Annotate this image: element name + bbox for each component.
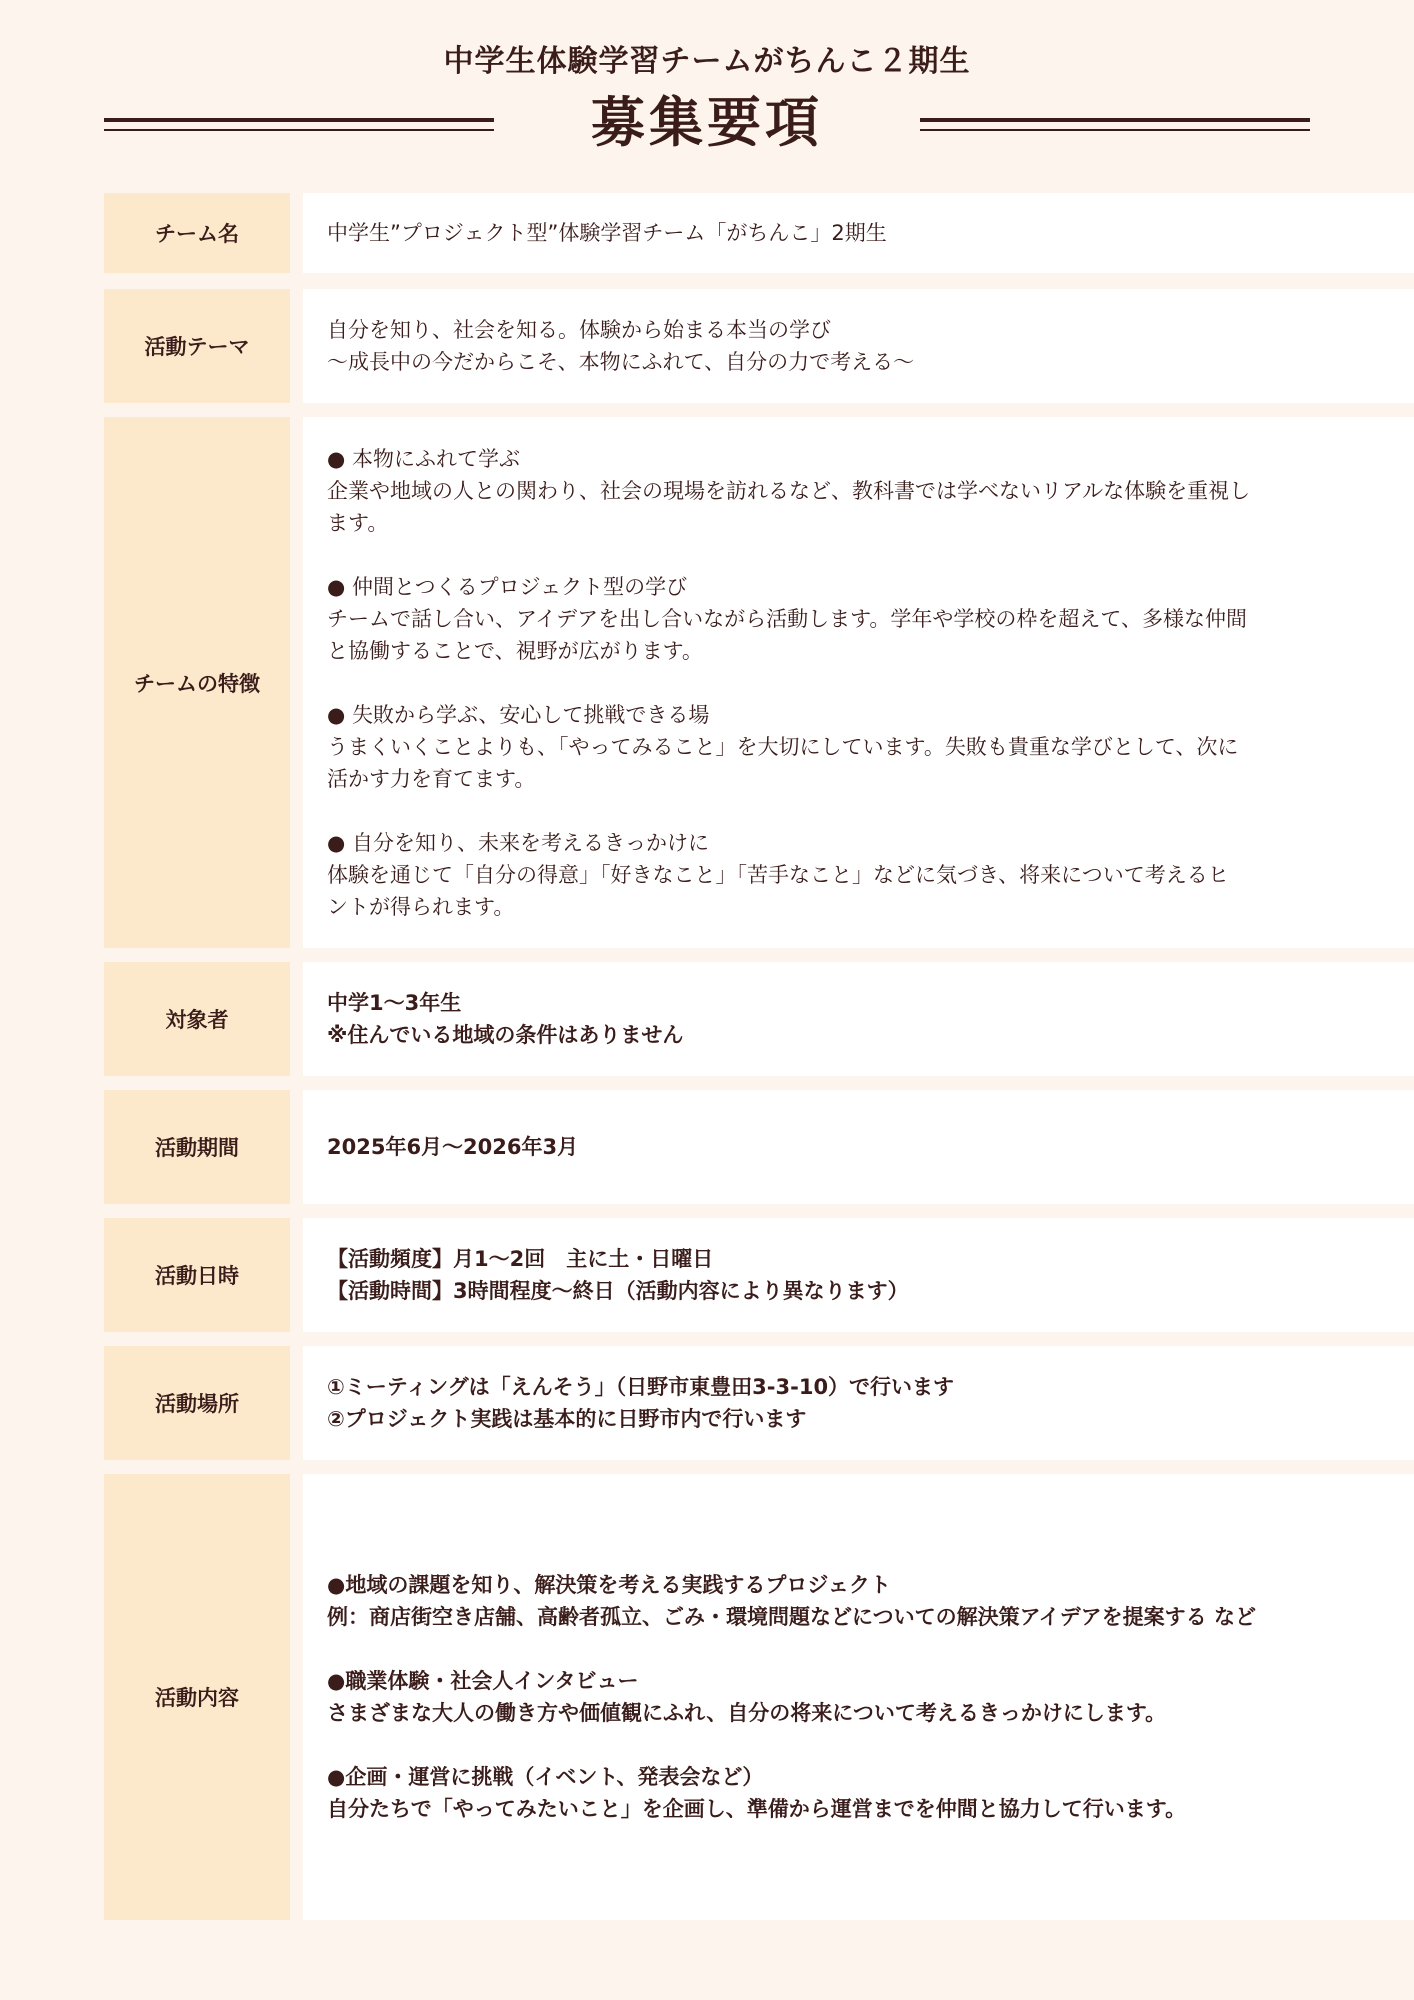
row-label: チームの特徴	[104, 417, 290, 948]
value-line	[327, 1729, 1380, 1761]
value-line: さまざまな大人の働き方や価値観にふれ、自分の将来について考えるきっかけにします。	[327, 1701, 1167, 1725]
value-line: ●企画・運営に挑戦（イベント、発表会など）	[327, 1765, 764, 1789]
value-line	[327, 667, 1380, 699]
row-location	[104, 1346, 1414, 1460]
page-subtitle: 中学生体験学習チームがちんこ２期生	[443, 44, 971, 79]
value-line: ②プロジェクト実践は基本的に日野市内で行います	[327, 1407, 807, 1431]
value-line: と協働することで、視野が広がります。	[327, 638, 703, 663]
row-period	[104, 1090, 1414, 1204]
row-label: チーム名	[104, 193, 290, 273]
row-label: 活動場所	[104, 1346, 290, 1460]
row-features	[104, 417, 1414, 948]
page-title: 募集要項	[591, 91, 823, 154]
value-line: 中学1〜3年生	[327, 991, 462, 1015]
value-line: 【活動時間】3時間程度〜終日（活動内容により異なります）	[327, 1279, 909, 1303]
value-line	[327, 1633, 1380, 1665]
row-label: 対象者	[104, 962, 290, 1076]
value-line: ● 本物にふれて学ぶ	[327, 446, 520, 471]
value-line: ～成長中の今だからこそ、本物にふれて、自分の力で考える～	[327, 350, 915, 374]
value-line: ます。	[327, 510, 389, 535]
row-value	[303, 289, 1414, 403]
value-line: 体験を通じて「自分の得意」「好きなこと」「苦手なこと」などに気づき、将来について考えるヒ	[327, 862, 1229, 887]
value-line: 企業や地域の人との関わり、社会の現場を訪れるなど、教科書では学べないリアルな体験を重視し	[327, 478, 1251, 503]
row-label: 活動日時	[104, 1218, 290, 1332]
row-contents	[104, 1474, 1414, 1920]
title-rule-right	[920, 118, 1310, 134]
value-line: ※住んでいる地域の条件はありません	[327, 1023, 684, 1047]
value-line: ●職業体験・社会人インタビュー	[327, 1669, 639, 1693]
row-value	[303, 193, 1414, 273]
row-value	[303, 1090, 1414, 1204]
value-line: 2025年6月〜2026年3月	[327, 1135, 579, 1159]
row-value	[303, 1218, 1414, 1332]
value-line: ①ミーティングは「えんそう」（日野市東豊田3-3-10）で行います	[327, 1375, 955, 1399]
row-value	[303, 962, 1414, 1076]
value-line: ントが得られます。	[327, 894, 515, 919]
row-team-name	[104, 193, 1414, 273]
value-line: ●地域の課題を知り、解決策を考える実践するプロジェクト	[327, 1573, 891, 1597]
value-line: チームで話し合い、アイデアを出し合いながら活動します。学年や学校の枠を超えて、多様な仲間	[327, 606, 1248, 631]
value-line: 自分たちで「やってみたいこと」を企画し、準備から運営までを仲間と協力して行います。	[327, 1797, 1187, 1821]
value-line: 例：商店街空き店舗、高齢者孤立、ごみ・環境問題などについての解決策アイデアを提案する など	[327, 1605, 1256, 1629]
row-label: 活動期間	[104, 1090, 290, 1204]
value-line: 中学生”プロジェクト型”体験学習チーム「がちんこ」2期生	[327, 221, 887, 245]
value-line: 活かす力を育てます。	[327, 766, 536, 791]
row-target	[104, 962, 1414, 1076]
row-label: 活動テーマ	[104, 289, 290, 403]
value-line: ● 自分を知り、未来を考えるきっかけに	[327, 830, 709, 855]
value-line	[327, 539, 1380, 571]
row-value	[303, 417, 1414, 948]
value-line: ● 失敗から学ぶ、安心して挑戦できる場	[327, 702, 710, 727]
value-line: うまくいくことよりも、「やってみること」を大切にしています。失敗も貴重な学びとして、次に	[327, 734, 1239, 759]
value-line: 【活動頻度】月1〜2回 主に土・日曜日	[327, 1247, 714, 1271]
row-theme	[104, 289, 1414, 403]
value-line: ● 仲間とつくるプロジェクト型の学び	[327, 574, 688, 599]
value-line: 自分を知り、社会を知る。体験から始まる本当の学び	[327, 318, 831, 342]
row-label: 活動内容	[104, 1474, 290, 1920]
value-line	[327, 795, 1380, 827]
row-schedule	[104, 1218, 1414, 1332]
row-value	[303, 1346, 1414, 1460]
row-value	[303, 1474, 1414, 1920]
